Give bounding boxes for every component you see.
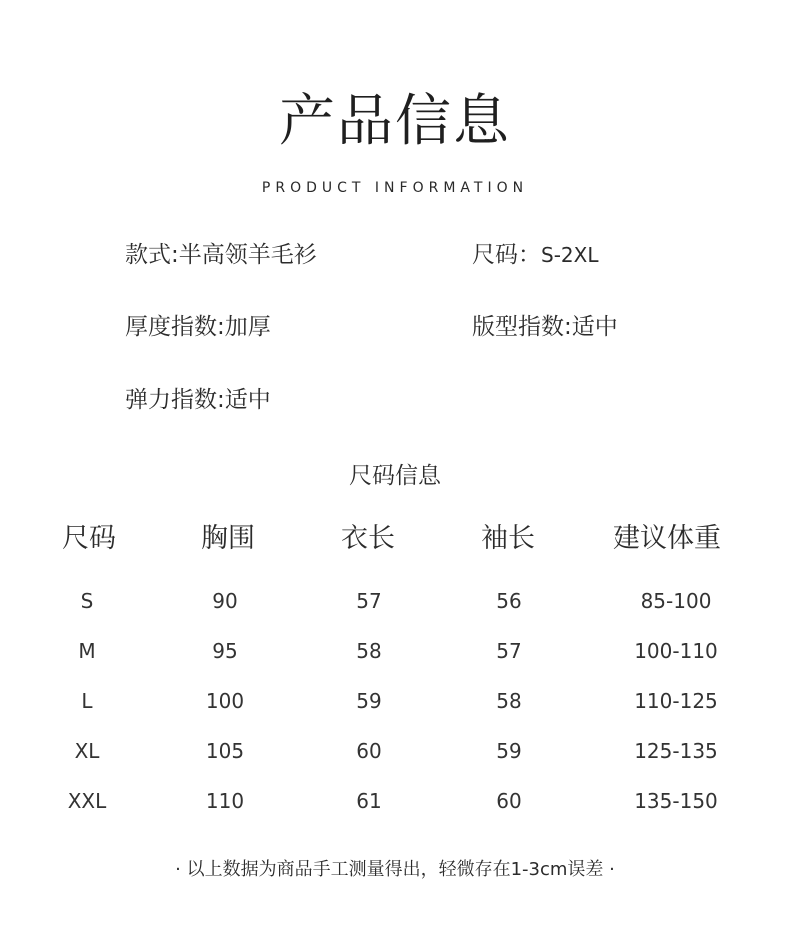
attr-fit-label: 版型指数: [472, 314, 572, 340]
cell-size: S [80, 589, 94, 613]
cell-size: L [81, 689, 93, 713]
page-subtitle: PRODUCT INFORMATION [261, 180, 529, 196]
cell-size: XXL [67, 789, 107, 813]
attr-fit-value: 适中 [571, 314, 618, 340]
page-title: 产品信息 [279, 89, 511, 154]
attr-elasticity [125, 389, 271, 412]
cell-weight: 85-100 [640, 589, 712, 613]
cell-chest: 105 [205, 739, 245, 763]
cell-weight: 135-150 [634, 789, 718, 813]
cell-chest: 100 [205, 689, 245, 713]
col-header-length: 衣长 [341, 523, 395, 554]
cell-sleeve: 60 [496, 789, 522, 813]
cell-chest: 110 [205, 789, 245, 813]
cell-weight: 110-125 [634, 689, 718, 713]
cell-sleeve: 56 [496, 589, 522, 613]
attr-elasticity-label: 弹力指数: [125, 387, 225, 413]
attr-fit [472, 316, 618, 339]
cell-size: XL [74, 739, 100, 763]
col-header-weight: 建议体重 [613, 523, 721, 554]
size-info-title: 尺码信息 [349, 463, 441, 489]
cell-chest: 95 [212, 639, 238, 663]
cell-length: 57 [356, 589, 382, 613]
attr-style-value: 半高领羊毛衫 [178, 242, 317, 268]
attr-size-label: 尺码： [472, 242, 541, 268]
attr-thickness [125, 316, 271, 339]
col-header-sleeve: 袖长 [481, 523, 535, 554]
cell-sleeve: 59 [496, 739, 522, 763]
cell-size: M [78, 639, 96, 663]
col-header-size: 尺码 [62, 523, 116, 554]
attr-elasticity-value: 适中 [224, 387, 271, 413]
attr-style [125, 244, 317, 267]
cell-length: 60 [356, 739, 382, 763]
attr-size-value: S-2XL [541, 243, 599, 267]
cell-length: 58 [356, 639, 382, 663]
attr-thickness-label: 厚度指数: [125, 314, 225, 340]
attr-style-label: 款式: [125, 242, 179, 268]
cell-chest: 90 [212, 589, 238, 613]
cell-length: 61 [356, 789, 382, 813]
cell-sleeve: 57 [496, 639, 522, 663]
footnote: · 以上数据为商品手工测量得出，轻微存在1-3cm误差 · [175, 859, 615, 880]
cell-weight: 100-110 [634, 639, 718, 663]
cell-sleeve: 58 [496, 689, 522, 713]
attr-thickness-value: 加厚 [224, 314, 271, 340]
col-header-chest: 胸围 [201, 523, 255, 554]
cell-length: 59 [356, 689, 382, 713]
cell-weight: 125-135 [634, 739, 718, 763]
attr-size [472, 244, 598, 267]
